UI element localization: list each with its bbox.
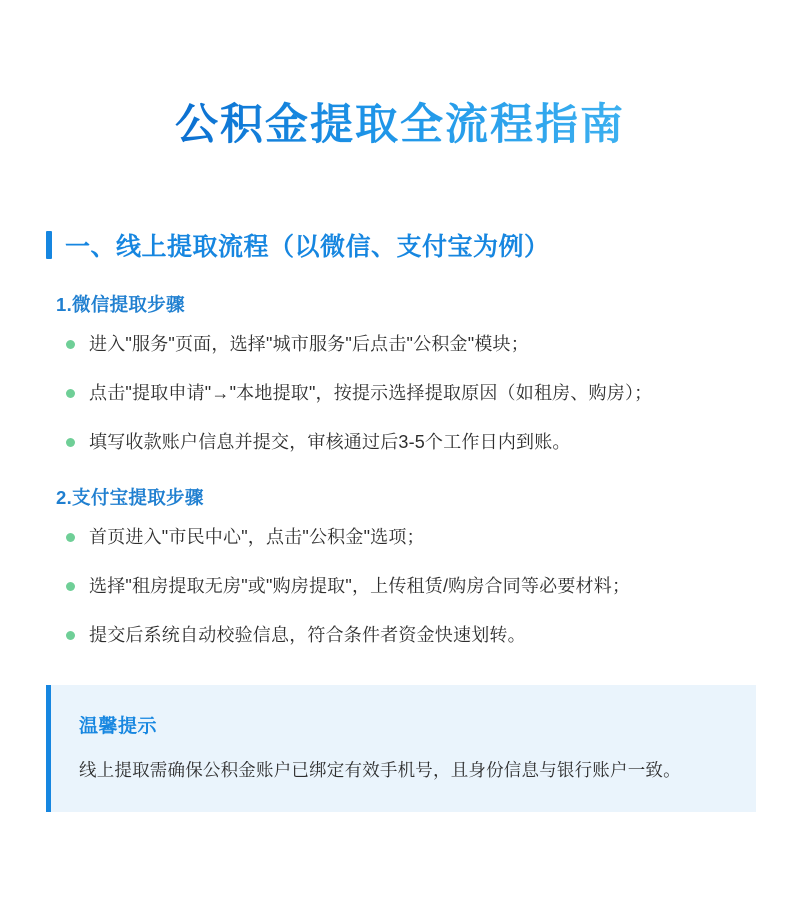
- bullet-dot-icon: [66, 389, 75, 398]
- section-heading-text: 一、线上提取流程（以微信、支付宝为例）: [65, 232, 550, 261]
- bullet-dot-icon: [66, 340, 75, 349]
- section-heading: [46, 227, 756, 263]
- subsection-heading-wechat: 1.微信提取步骤: [56, 293, 185, 315]
- subsection-heading-alipay: 2.支付宝提取步骤: [56, 486, 204, 508]
- list-item-text: 选择"租房提取无房"或"购房提取"，上传租赁/购房合同等必要材料；: [89, 575, 631, 596]
- list-item: [44, 622, 756, 649]
- list-item: [44, 380, 756, 407]
- steps-list-wechat: [44, 331, 756, 456]
- list-item: [44, 524, 756, 551]
- tip-callout: [46, 685, 756, 812]
- bullet-dot-icon: [66, 582, 75, 591]
- list-item: [44, 331, 756, 358]
- list-item-text: 点击"提取申请"→"本地提取"，按提示选择提取原因（如租房、购房）；: [89, 382, 653, 403]
- title-container: [44, 0, 756, 181]
- bullet-dot-icon: [66, 438, 75, 447]
- list-item-text: 填写收款账户信息并提交，审核通过后3-5个工作日内到账。: [89, 431, 571, 452]
- bullet-dot-icon: [66, 631, 75, 640]
- steps-list-alipay: [44, 524, 756, 649]
- page-title: 公积金提取全流程指南: [175, 91, 625, 152]
- list-item-text: 提交后系统自动校验信息，符合条件者资金快速划转。: [89, 624, 526, 645]
- section-accent-bar: [46, 231, 52, 259]
- list-item-text: 进入"服务"页面，选择"城市服务"后点击"公积金"模块；: [89, 333, 529, 354]
- list-item: [44, 429, 756, 456]
- tip-title: 温馨提示: [79, 715, 158, 737]
- list-item: [44, 573, 756, 600]
- bullet-dot-icon: [66, 533, 75, 542]
- tip-text: 线上提取需确保公积金账户已绑定有效手机号，且身份信息与银行账户一致。: [79, 759, 681, 780]
- list-item-text: 首页进入"市民中心"，点击"公积金"选项；: [89, 526, 425, 547]
